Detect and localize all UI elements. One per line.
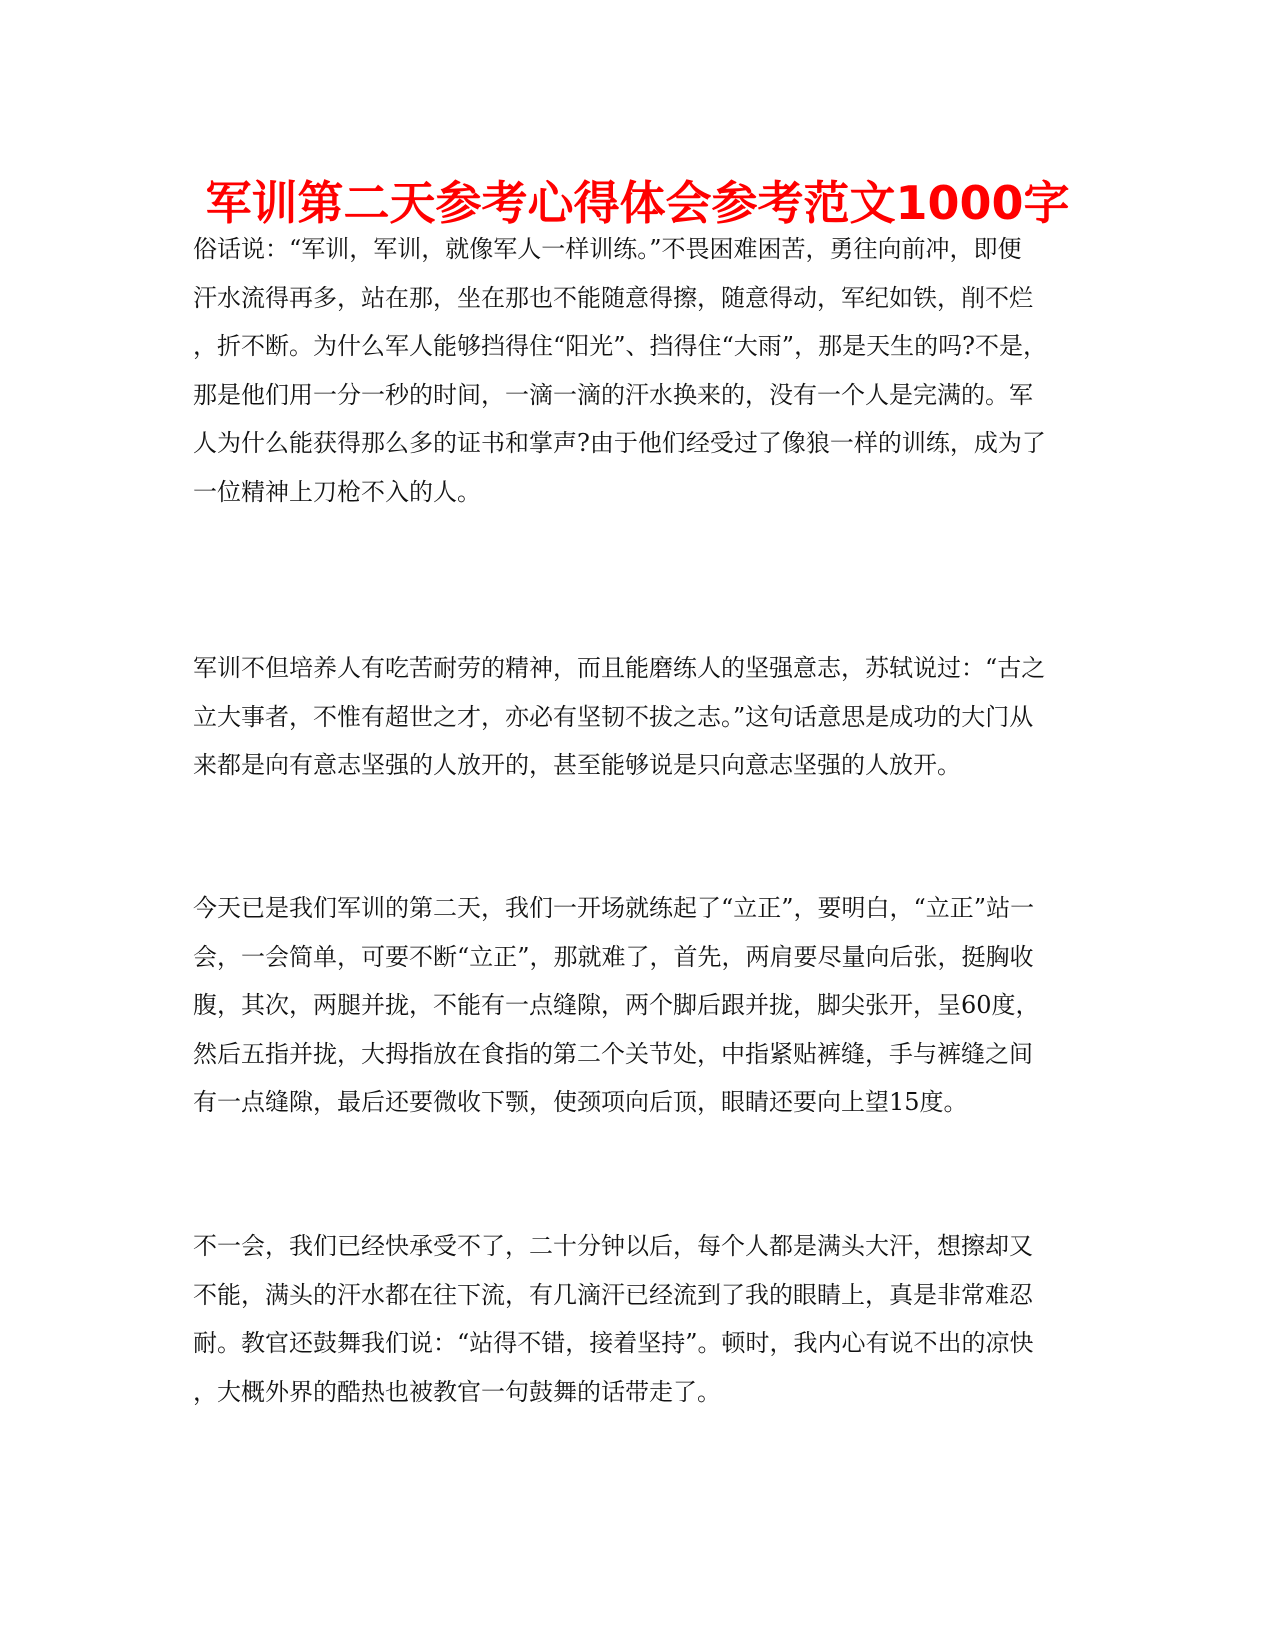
paragraph-line: 腹，其次，两腿并拢，不能有一点缝隙，两个脚后跟并拢，脚尖张开，呈60度， [193,991,1040,1020]
paragraph-line: ，折不断。为什么军人能够挡得住“阳光”、挡得住“大雨”，那是天生的吗?不是， [193,332,1047,361]
paragraph-1 [193,225,1083,517]
paragraph-line: 会，一会简单，可要不断“立正”，那就难了，首先，两肩要尽量向后张，挺胸收 [193,942,1034,971]
paragraph-line: 立大事者，不惟有超世之才，亦必有坚韧不拔之志。”这句话意思是成功的大门从 [193,702,1034,731]
paragraph-line: ，大概外界的酷热也被教官一句鼓舞的话带走了。 [193,1377,721,1406]
paragraph-4 [193,1222,1083,1416]
paragraph-line: 一位精神上刀枪不入的人。 [193,477,481,506]
paragraph-line: 汗水流得再多，站在那，坐在那也不能随意得擦，随意得动，军纪如铁，削不烂 [193,283,1033,312]
paragraph-line: 来都是向有意志坚强的人放开的，甚至能够说是只向意志坚强的人放开。 [193,751,961,780]
paragraph-line: 人为什么能获得那么多的证书和掌声?由于他们经受过了像狼一样的训练，成为了 [193,429,1046,458]
paragraph-line: 俗话说：“军训，军训，就像军人一样训练。”不畏困难困苦，勇往向前冲，即便 [193,235,1022,263]
paragraph-line: 耐。教官还鼓舞我们说：“站得不错，接着坚持”。顿时，我内心有说不出的凉快 [193,1329,1034,1358]
paragraph-line: 有一点缝隙，最后还要微收下颚，使颈项向后顶，眼睛还要向上望15度。 [193,1088,968,1117]
document-title: 军训第二天参考心得体会参考范文1000字 [205,176,1070,230]
paragraph-2 [193,644,1083,790]
paragraph-line: 军训不但培养人有吃苦耐劳的精神，而且能磨练人的坚强意志，苏轼说过：“古之 [193,654,1046,682]
paragraph-line: 不能，满头的汗水都在往下流，有几滴汗已经流到了我的眼睛上，真是非常难忍 [193,1280,1033,1309]
paragraph-3 [193,884,1083,1127]
paragraph-line: 那是他们用一分一秒的时间，一滴一滴的汗水换来的，没有一个人是完满的。军 [193,380,1033,409]
paragraph-line: 然后五指并拢，大拇指放在食指的第二个关节处，中指紧贴裤缝，手与裤缝之间 [193,1039,1033,1068]
paragraph-line: 今天已是我们军训的第二天，我们一开场就练起了“立正”，要明白，“立正”站一 [193,894,1035,922]
paragraph-line: 不一会，我们已经快承受不了，二十分钟以后，每个人都是满头大汗，想擦却又 [193,1232,1033,1260]
